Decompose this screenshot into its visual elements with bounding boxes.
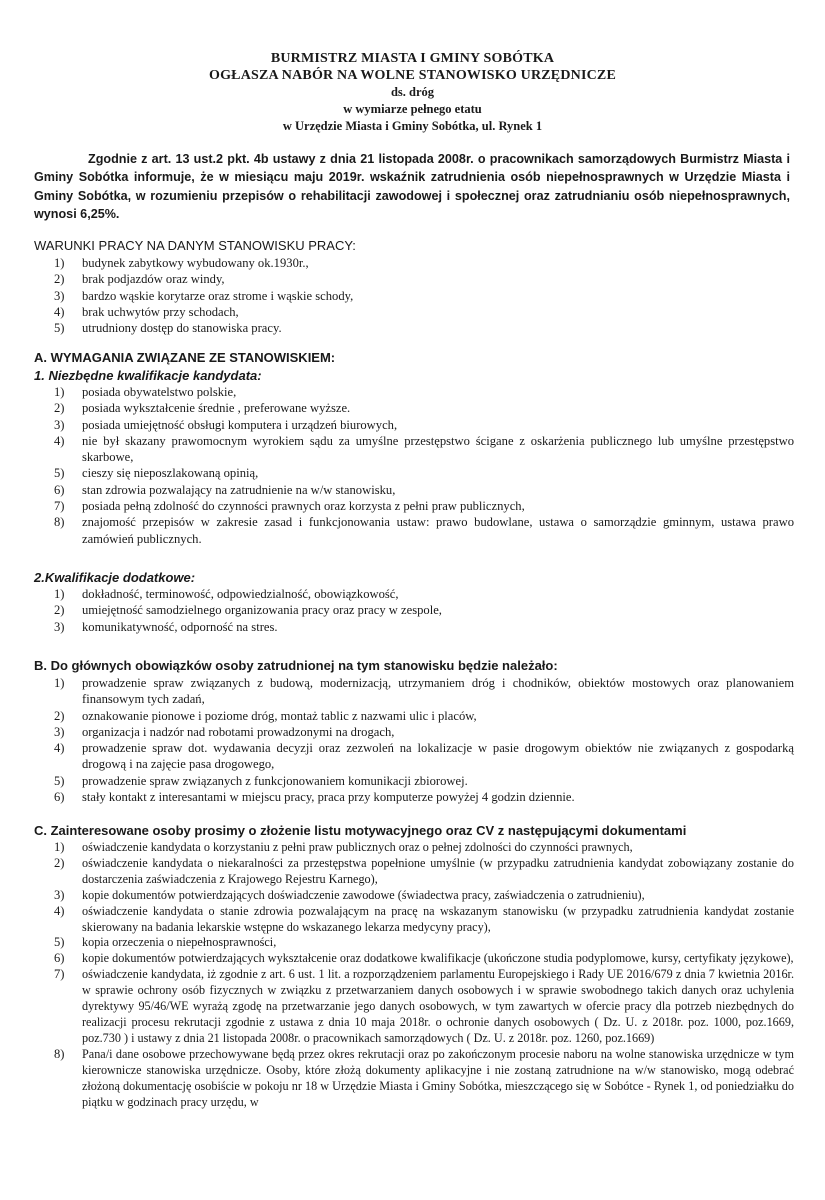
list-item-text: cieszy się nieposzlakowaną opinią, <box>82 466 259 481</box>
list-item-text: posiada wykształcenie średnie , preferowane wyższe. <box>82 401 351 416</box>
list-item-text: posiada umiejętność obsługi komputera i urządzeń biurowych, <box>82 417 398 432</box>
additional-qualifications-heading: 2.Kwalifikacje dodatkowe: <box>34 570 196 585</box>
list-item-text: prowadzenie spraw związanych z budową, modernizacją, utrzymaniem dróg i chodników, obiektów mostowych oraz planowaniem finansowym tych zadań, <box>82 676 794 707</box>
duties-heading: B. Do głównych obowiązków osoby zatrudnionej na tym stanowisku będzie należało: <box>34 658 558 673</box>
list-item <box>34 465 794 481</box>
list-item <box>34 856 794 888</box>
list-item <box>34 514 794 547</box>
list-item <box>34 586 794 602</box>
list-item <box>34 433 794 466</box>
additional-qualifications-section <box>34 569 794 635</box>
required-qualifications-heading: 1. Niezbędne kwalifikacje kandydata: <box>34 368 262 383</box>
header-line-2: OGŁASZA NABÓR NA WOLNE STANOWISKO URZĘDNICZE <box>209 68 616 83</box>
list-item-number: 2) <box>54 272 65 287</box>
list-item <box>34 935 794 951</box>
working-conditions-list <box>34 255 794 336</box>
intro-paragraph: Zgodnie z art. 13 ust.2 pkt. 4b ustawy z dnia 21 listopada 2008r. o pracownikach samorządowych Burmistrz Miasta i Gminy Sobótka informuje, że w miesiącu maju 2019r. wskaźnik zatrudnienia osób niepełnosprawnych w Urzędzie Miasta i Gminy Sobótka, w rozumieniu przepisów o rehabilitacji zawodowej i społecznej oraz zatrudnianiu osób niepełnosprawnych, wynosi 6,25%. <box>34 152 790 222</box>
header-line-4: w wymiarze pełnego etatu <box>343 102 482 116</box>
list-item-number: 8) <box>54 515 65 530</box>
list-item <box>34 951 794 967</box>
list-item <box>34 789 794 805</box>
duties-section <box>34 657 794 805</box>
list-item <box>34 288 794 304</box>
list-item-text: kopie dokumentów potwierdzających doświadczenie zawodowe (świadectwa pracy, zaświadczenia o zatrudnieniu), <box>82 887 645 902</box>
list-item <box>34 304 794 320</box>
list-item <box>34 773 794 789</box>
list-item-text: oświadczenie kandydata o stanie zdrowia pozwalającym na pracę na wskazanym stanowisku (w przypadku zatrudnienia kandydat zostanie skierowany na badania lekarskie wstępne do wskazanego lekarza medycyny pracy), <box>82 903 794 934</box>
requirements-section <box>34 349 794 547</box>
list-item <box>34 417 794 433</box>
list-item <box>34 904 794 936</box>
list-item-text: dokładność, terminowość, odpowiedzialność, obowiązkowość, <box>82 587 399 601</box>
list-item-number: 3) <box>54 724 65 739</box>
list-item-text: brak uchwytów przy schodach, <box>82 304 239 319</box>
additional-qualifications-list <box>34 586 794 635</box>
list-item-text: posiada obywatelstwo polskie, <box>82 385 237 399</box>
list-item-text: prowadzenie spraw dot. wydawania decyzji oraz zezwoleń na lokalizacje w pasie drogowym obiektów nie związanych z gospodarką drogową i na zajęcie pasa drogowego, <box>82 741 794 772</box>
list-item-number: 6) <box>54 482 65 497</box>
list-item-number: 3) <box>54 887 65 902</box>
list-item <box>34 888 794 904</box>
list-item-text: prowadzenie spraw związanych z funkcjonowaniem komunikacji zbiorowej. <box>82 773 468 788</box>
list-item-text: kopie dokumentów potwierdzających wykształcenie oraz dodatkowe kwalifikacje (ukończone studia podyplomowe, kursy, certyfikaty językowe), <box>82 951 794 966</box>
list-item-text: znajomość przepisów w zakresie zasad i funkcjonowania ustaw: prawo budowlane, ustawa o samorządzie gminnym, ustawa prawo zamówień publicznych. <box>82 515 794 546</box>
list-item <box>34 740 794 773</box>
list-item-text: oświadczenie kandydata o korzystaniu z pełni praw publicznych oraz o pełnej zdolności do czynności prawnych, <box>82 840 633 854</box>
list-item-number: 2) <box>54 708 65 723</box>
list-item-number: 4) <box>54 903 65 918</box>
documents-heading: C. Zainteresowane osoby prosimy o złożenie listu motywacyjnego oraz CV z następującymi dokumentami <box>34 823 687 838</box>
list-item-text: bardzo wąskie korytarze oraz strome i wąskie schody, <box>82 288 354 303</box>
working-conditions-heading: WARUNKI PRACY NA DANYM STANOWISKU PRACY: <box>34 238 356 253</box>
list-item-text: komunikatywność, odporność na stres. <box>82 619 278 634</box>
list-item <box>34 384 794 400</box>
list-item-number: 2) <box>54 603 65 618</box>
list-item-text: stały kontakt z interesantami w miejscu pracy, praca przy komputerze powyżej 4 godzin dziennie. <box>82 790 575 805</box>
list-item-text: stan zdrowia pozwalający na zatrudnienie na w/w stanowisku, <box>82 482 396 497</box>
header-line-5: w Urzędzie Miasta i Gminy Sobótka, ul. Rynek 1 <box>282 119 543 133</box>
list-item-number: 4) <box>54 304 65 319</box>
list-item-text: nie był skazany prawomocnym wyrokiem sądu za umyślne przestępstwo ścigane z oskarżenia publicznego lub umyślne przestępstwo skarbowe, <box>82 433 794 465</box>
list-item <box>34 602 794 618</box>
list-item-number: 3) <box>54 417 65 432</box>
list-item-number: 7) <box>54 967 65 982</box>
list-item <box>34 498 794 514</box>
list-item <box>34 400 794 416</box>
list-item <box>34 482 794 498</box>
list-item <box>34 967 794 1047</box>
list-item-number: 2) <box>54 855 65 870</box>
list-item-text: umiejętność samodzielnego organizowania pracy oraz pracy w zespole, <box>82 603 442 618</box>
list-item-number: 5) <box>54 466 65 481</box>
list-item-number: 3) <box>54 619 65 634</box>
list-item-number: 4) <box>54 741 65 756</box>
list-item-text: brak podjazdów oraz windy, <box>82 272 225 287</box>
list-item-number: 5) <box>54 773 65 788</box>
list-item <box>34 675 794 708</box>
list-item <box>34 320 794 336</box>
list-item-number: 1) <box>54 676 65 690</box>
list-item-text: Pana/i dane osobowe przechowywane będą przez okres rekrutacji oraz po zakończonym procesie naboru na wolne stanowiska urzędnicze w tym kierownicze stanowiska urzędnicze. Osoby, które złożą dokumenty aplikacyjne i nie zostaną zatrudnione na w/w stanowisko, mogą odebrać złożoną dokumentację osobiście w pokoju nr 18 w Urzędzie Miasta i Gminy Sobótka, mieszczącego się w Sobótce - Rynek 1, od poniedziałku do piątku w godzinach pracy urzędu, w <box>82 1046 794 1109</box>
documents-list <box>34 840 794 1110</box>
duties-list <box>34 675 794 805</box>
list-item-number: 5) <box>54 321 65 336</box>
list-item-text: budynek zabytkowy wybudowany ok.1930r., <box>82 256 309 270</box>
documents-section <box>34 822 794 1110</box>
list-item-text: kopia orzeczenia o niepełnosprawności, <box>82 935 277 950</box>
list-item-number: 6) <box>54 790 65 805</box>
working-conditions-section <box>34 237 794 336</box>
list-item-number: 4) <box>54 433 65 448</box>
list-item-number: 2) <box>54 401 65 416</box>
list-item-text: oświadczenie kandydata, iż zgodnie z art. 6 ust. 1 lit. a rozporządzeniem parlamentu Europejskiego i Rady UE 2016/679 z dnia 7 kwietnia 2016r. w sprawie ochrony osób fizycznych w związku z przetwarzaniem danych osobowych i w sprawie swobodnego takich danych oraz uchylenia dyrektywy 95/46/WE wyrażą zgodę na przetwarzanie jego danych osobowych, w tym zawartych w ofercie pracy dla potrzeb niezbędnych do realizacji procesu rekrutacji zgodnie z ustawa z dnia 10 maja 2018r. o ochronie danych osobowych ( Dz. U. z 2018r. poz. 1000, poz.1669, poz.730 ) i ustawy z dnia 21 listopada 2008r. o pracownikach samorządowych ( Dz. U. z 2018r. poz. 1260, poz.1669) <box>82 967 794 1045</box>
list-item-number: 1) <box>54 256 65 270</box>
list-item-text: oznakowanie pionowe i poziome dróg, montaż tablic z nazwami ulic i placów, <box>82 708 477 723</box>
list-item <box>34 619 794 635</box>
list-item-number: 1) <box>54 385 65 399</box>
list-item-number: 3) <box>54 288 65 303</box>
header-line-3: ds. dróg <box>390 85 435 99</box>
list-item-text: oświadczenie kandydata o niekaralności za przestępstwa popełnione umyślnie (w przypadku zatrudnienia kandydat zobowiązany zostanie do dostarczenia zaświadczenia z Krajowego Rejestru Karnego), <box>82 855 794 886</box>
list-item <box>34 840 794 856</box>
list-item-text: organizacja i nadzór nad robotami prowadzonymi na drogach, <box>82 724 395 739</box>
announcement-header <box>0 50 825 135</box>
list-item <box>34 724 794 740</box>
list-item <box>34 708 794 724</box>
requirements-heading: A. WYMAGANIA ZWIĄZANE ZE STANOWISKIEM: <box>34 350 336 365</box>
header-line-1: BURMISTRZ MIASTA I GMINY SOBÓTKA <box>270 51 555 66</box>
list-item-number: 6) <box>54 951 65 966</box>
list-item-number: 1) <box>54 840 65 854</box>
list-item <box>34 255 794 271</box>
list-item-number: 7) <box>54 499 65 514</box>
list-item-text: utrudniony dostęp do stanowiska pracy. <box>82 321 282 336</box>
list-item-number: 5) <box>54 935 65 950</box>
list-item <box>34 271 794 287</box>
list-item-number: 8) <box>54 1046 65 1061</box>
list-item <box>34 1047 794 1111</box>
list-item-text: posiada pełną zdolność do czynności prawnych oraz korzysta z pełni praw publicznych, <box>82 499 525 514</box>
list-item-number: 1) <box>54 587 65 601</box>
required-qualifications-list <box>34 384 794 547</box>
